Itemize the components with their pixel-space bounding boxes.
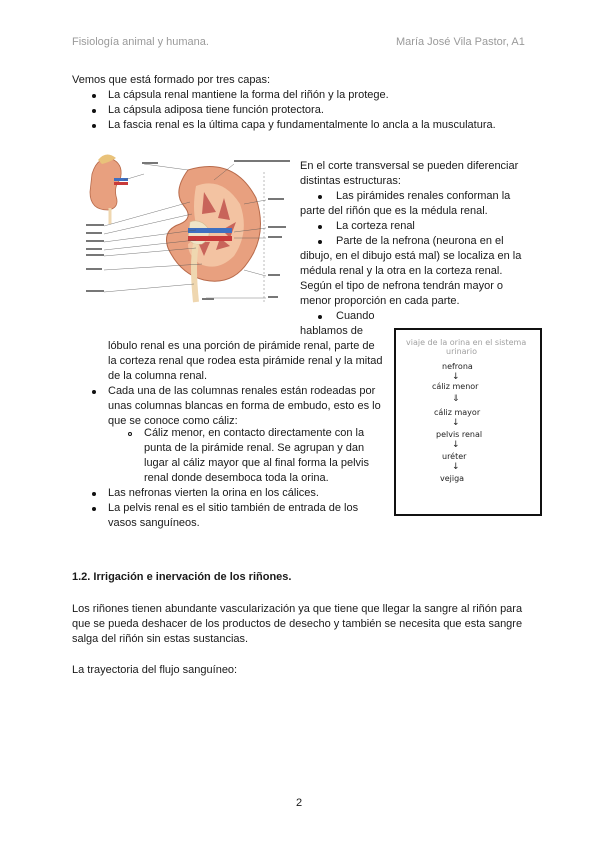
lobulo-line: la corteza renal que rodea esta pirámide renal y la mitad: [108, 355, 383, 367]
columnas-line: que se conoce como cáliz:: [108, 415, 238, 427]
bullet-dot: [318, 315, 322, 319]
cuando-line: Cuando: [336, 310, 375, 322]
trayectoria-text: La trayectoria del flujo sanguíneo:: [72, 664, 238, 676]
down-arrow-icon: ↓: [452, 372, 460, 382]
cuando-line: hablamos de: [300, 325, 363, 337]
section-heading: 1.2. Irrigación e inervación de los riñones.: [72, 571, 292, 583]
nefrona-line: Según el tipo de nefrona tendrán mayor o: [300, 280, 504, 292]
handwritten-urine-path-box: [394, 328, 542, 516]
handwritten-step: pelvis renal: [436, 430, 483, 439]
section-paragraph-line: Los riñones tienen abundante vascularización ya que tiene que llegar la sangre al riñón para: [72, 603, 523, 615]
bullet-dot: [318, 195, 322, 199]
caliz-line: punta de la pirámide renal. Se agrupan y dan: [144, 442, 365, 454]
layer-item: La cápsula adiposa tiene función protectora.: [108, 104, 324, 116]
lobulo-line: lóbulo renal es una porción de pirámide renal, parte de: [108, 340, 375, 352]
section-intro-line: distintas estructuras:: [300, 175, 401, 187]
columnas-line: unas columnas blancas en forma de embudo, esto es lo: [108, 400, 381, 412]
bullet-dot: [92, 492, 96, 496]
layer-item: La cápsula renal mantiene la forma del riñón y la protege.: [108, 89, 389, 101]
bullet-dot: [92, 109, 96, 113]
down-arrow-icon: ↓: [452, 418, 460, 428]
down-arrow-icon: ↓: [452, 440, 460, 450]
bullet-dot: [92, 390, 96, 394]
lobulo-line: de la columna renal.: [108, 370, 208, 382]
handwritten-title: viaje de la orina en el sistema: [406, 338, 527, 347]
handwritten-step: uréter: [442, 452, 467, 461]
bullet-dot: [92, 94, 96, 98]
intro-text: Vemos que está formado por tres capas:: [72, 74, 271, 86]
nefrona-line: médula renal y la otra en la corteza renal.: [300, 265, 503, 277]
down-arrow-icon: ↓: [452, 462, 460, 472]
pelvis-line: vasos sanguíneos.: [108, 517, 200, 529]
page-number: 2: [296, 797, 303, 809]
handwritten-step: cáliz mayor: [434, 408, 481, 417]
header-left: Fisiología animal y humana.: [72, 36, 209, 48]
bullet-dot: [92, 124, 96, 128]
double-down-arrow-icon: ⇓: [452, 394, 460, 404]
handwritten-step: vejiga: [440, 474, 465, 483]
bullet-dot: [318, 225, 322, 229]
caliz-line: lugar al cáliz mayor que al final forma la pelvis: [144, 457, 369, 469]
piramides-line: Las pirámides renales conforman la: [336, 190, 511, 202]
handwritten-title: urinario: [446, 347, 477, 356]
section-paragraph-line: salga del riñón sin estas sustancias.: [72, 633, 249, 645]
nefrona-line: menor proporción en cada parte.: [300, 295, 460, 307]
corteza-item: La corteza renal: [336, 220, 415, 232]
columnas-line: Cada una de las columnas renales están rodeadas por: [108, 385, 376, 397]
caliz-line: renal donde desemboca toda la orina.: [144, 472, 329, 484]
handwritten-step: cáliz menor: [432, 382, 479, 391]
caliz-line: Cáliz menor, en contacto directamente con la: [144, 427, 365, 439]
pelvis-line: La pelvis renal es el sitio también de entrada de los: [108, 502, 359, 514]
section-paragraph-line: que se pueda deshacer de los productos de desecho y también se necesita que esta sangre: [72, 618, 523, 630]
bullet-dot: [92, 507, 96, 511]
bullet-dot: [318, 240, 322, 244]
section-intro-line: En el corte transversal se pueden diferenciar: [300, 160, 519, 172]
piramides-line: parte del riñón que es la médula renal.: [300, 205, 488, 217]
header-right: María José Vila Pastor, A1: [396, 36, 525, 48]
sub-bullet-circle: [128, 432, 132, 436]
nefronas-item: Las nefronas vierten la orina en los cálices.: [108, 487, 319, 499]
handwritten-step: nefrona: [442, 362, 473, 371]
kidney-cross-section-illustration: [84, 152, 294, 304]
layer-item: La fascia renal es la última capa y fundamentalmente lo ancla a la musculatura.: [108, 119, 496, 131]
nefrona-line: Parte de la nefrona (neurona en el: [336, 235, 504, 247]
nefrona-line: dibujo, en el dibujo está mal) se localiza en la: [300, 250, 522, 262]
